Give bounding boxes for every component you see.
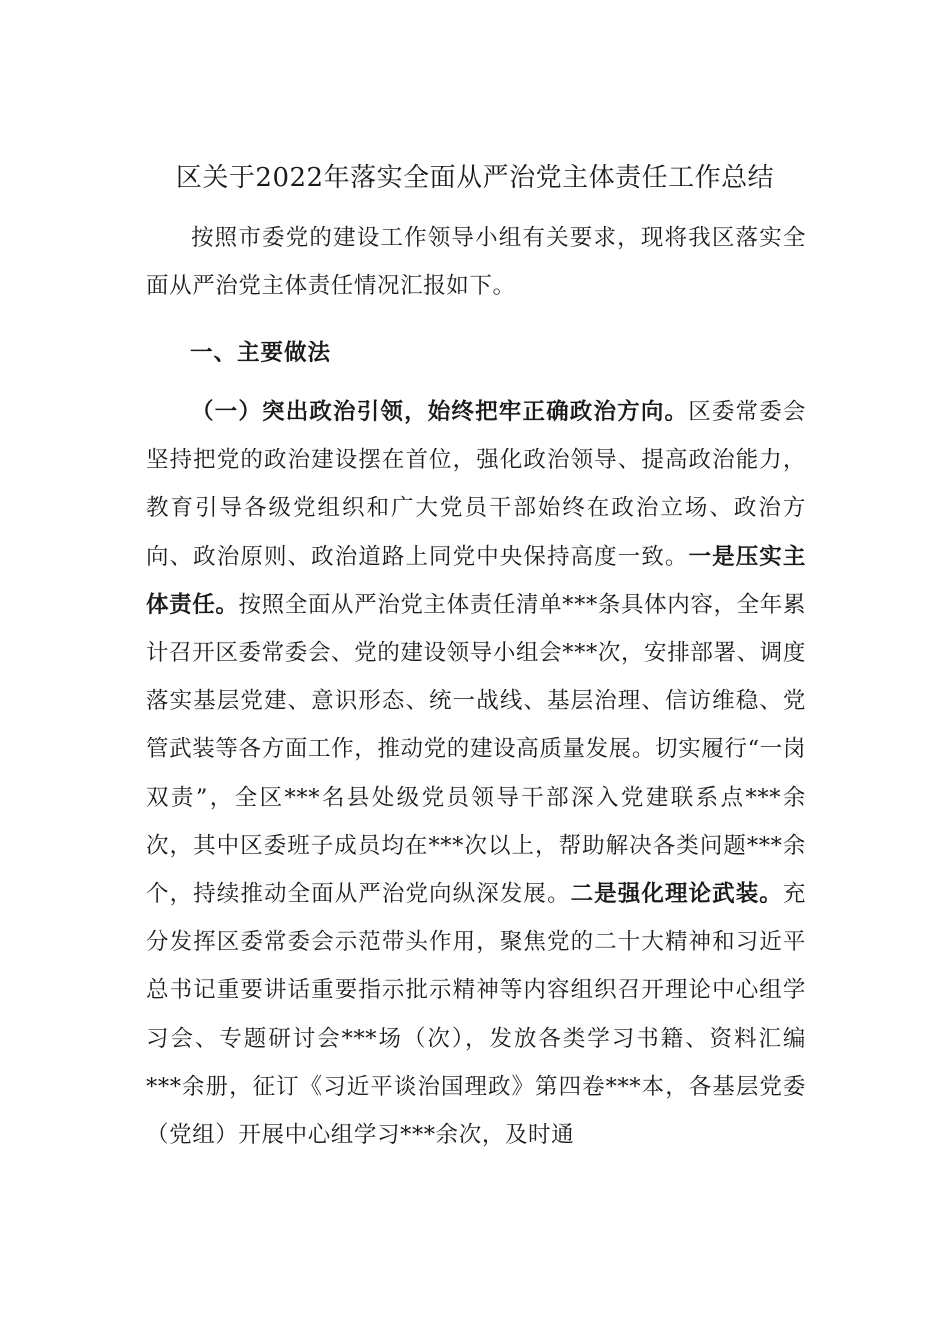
section-paragraph	[146, 388, 806, 1159]
subsection-heading: （一）突出政治引领，始终把牢正确政治方向。	[191, 399, 689, 425]
paragraph-text-c: 充分发挥区委常委会示范带头作用，聚焦党的二十大精神和习近平总书记重要讲话重要指示批示精神等内容组织召开理论中心组学习会、专题研讨会***场（次），发放各类学习书籍、资料汇编***余册，征订《习近平谈治国理政》第四卷***本，各基层党委（党组）开展中心组学习***余次，及时通	[146, 881, 806, 1149]
intro-paragraph: 按照市委党的建设工作领导小组有关要求，现将我区落实全面从严治党主体责任情况汇报如下。	[146, 225, 806, 300]
paragraph-text-b: 按照全面从严治党主体责任清单***条具体内容，全年累计召开区委常委会、党的建设领导小组会***次，安排部署、调度落实基层党建、意识形态、统一战线、基层治理、信访维稳、党管武装等各方面工作，推动党的建设高质量发展。切实履行“一岗双责”，全区***名县处级党员领导干部深入党建联系点***余次，其中区委班子成员均在***次以上，帮助解决各类问题***余个，持续推动全面从严治党向纵深发展。	[146, 591, 806, 908]
point-two-label: 二是强化理论武装。	[570, 881, 783, 908]
document-title: 区关于2022年落实全面从严治党主体责任工作总结	[175, 163, 775, 193]
section-heading: 一、主要做法	[190, 340, 332, 366]
paragraph-text-a: 区委常委会坚持把党的政治建设摆在首位，强化政治领导、提高政治能力，教育引导各级党组织和广大党员干部始终在政治立场、政治方向、政治原则、政治道路上同党中央保持高度一致。	[146, 399, 806, 570]
point-one-label: 一是压实主体责任。	[146, 543, 806, 618]
